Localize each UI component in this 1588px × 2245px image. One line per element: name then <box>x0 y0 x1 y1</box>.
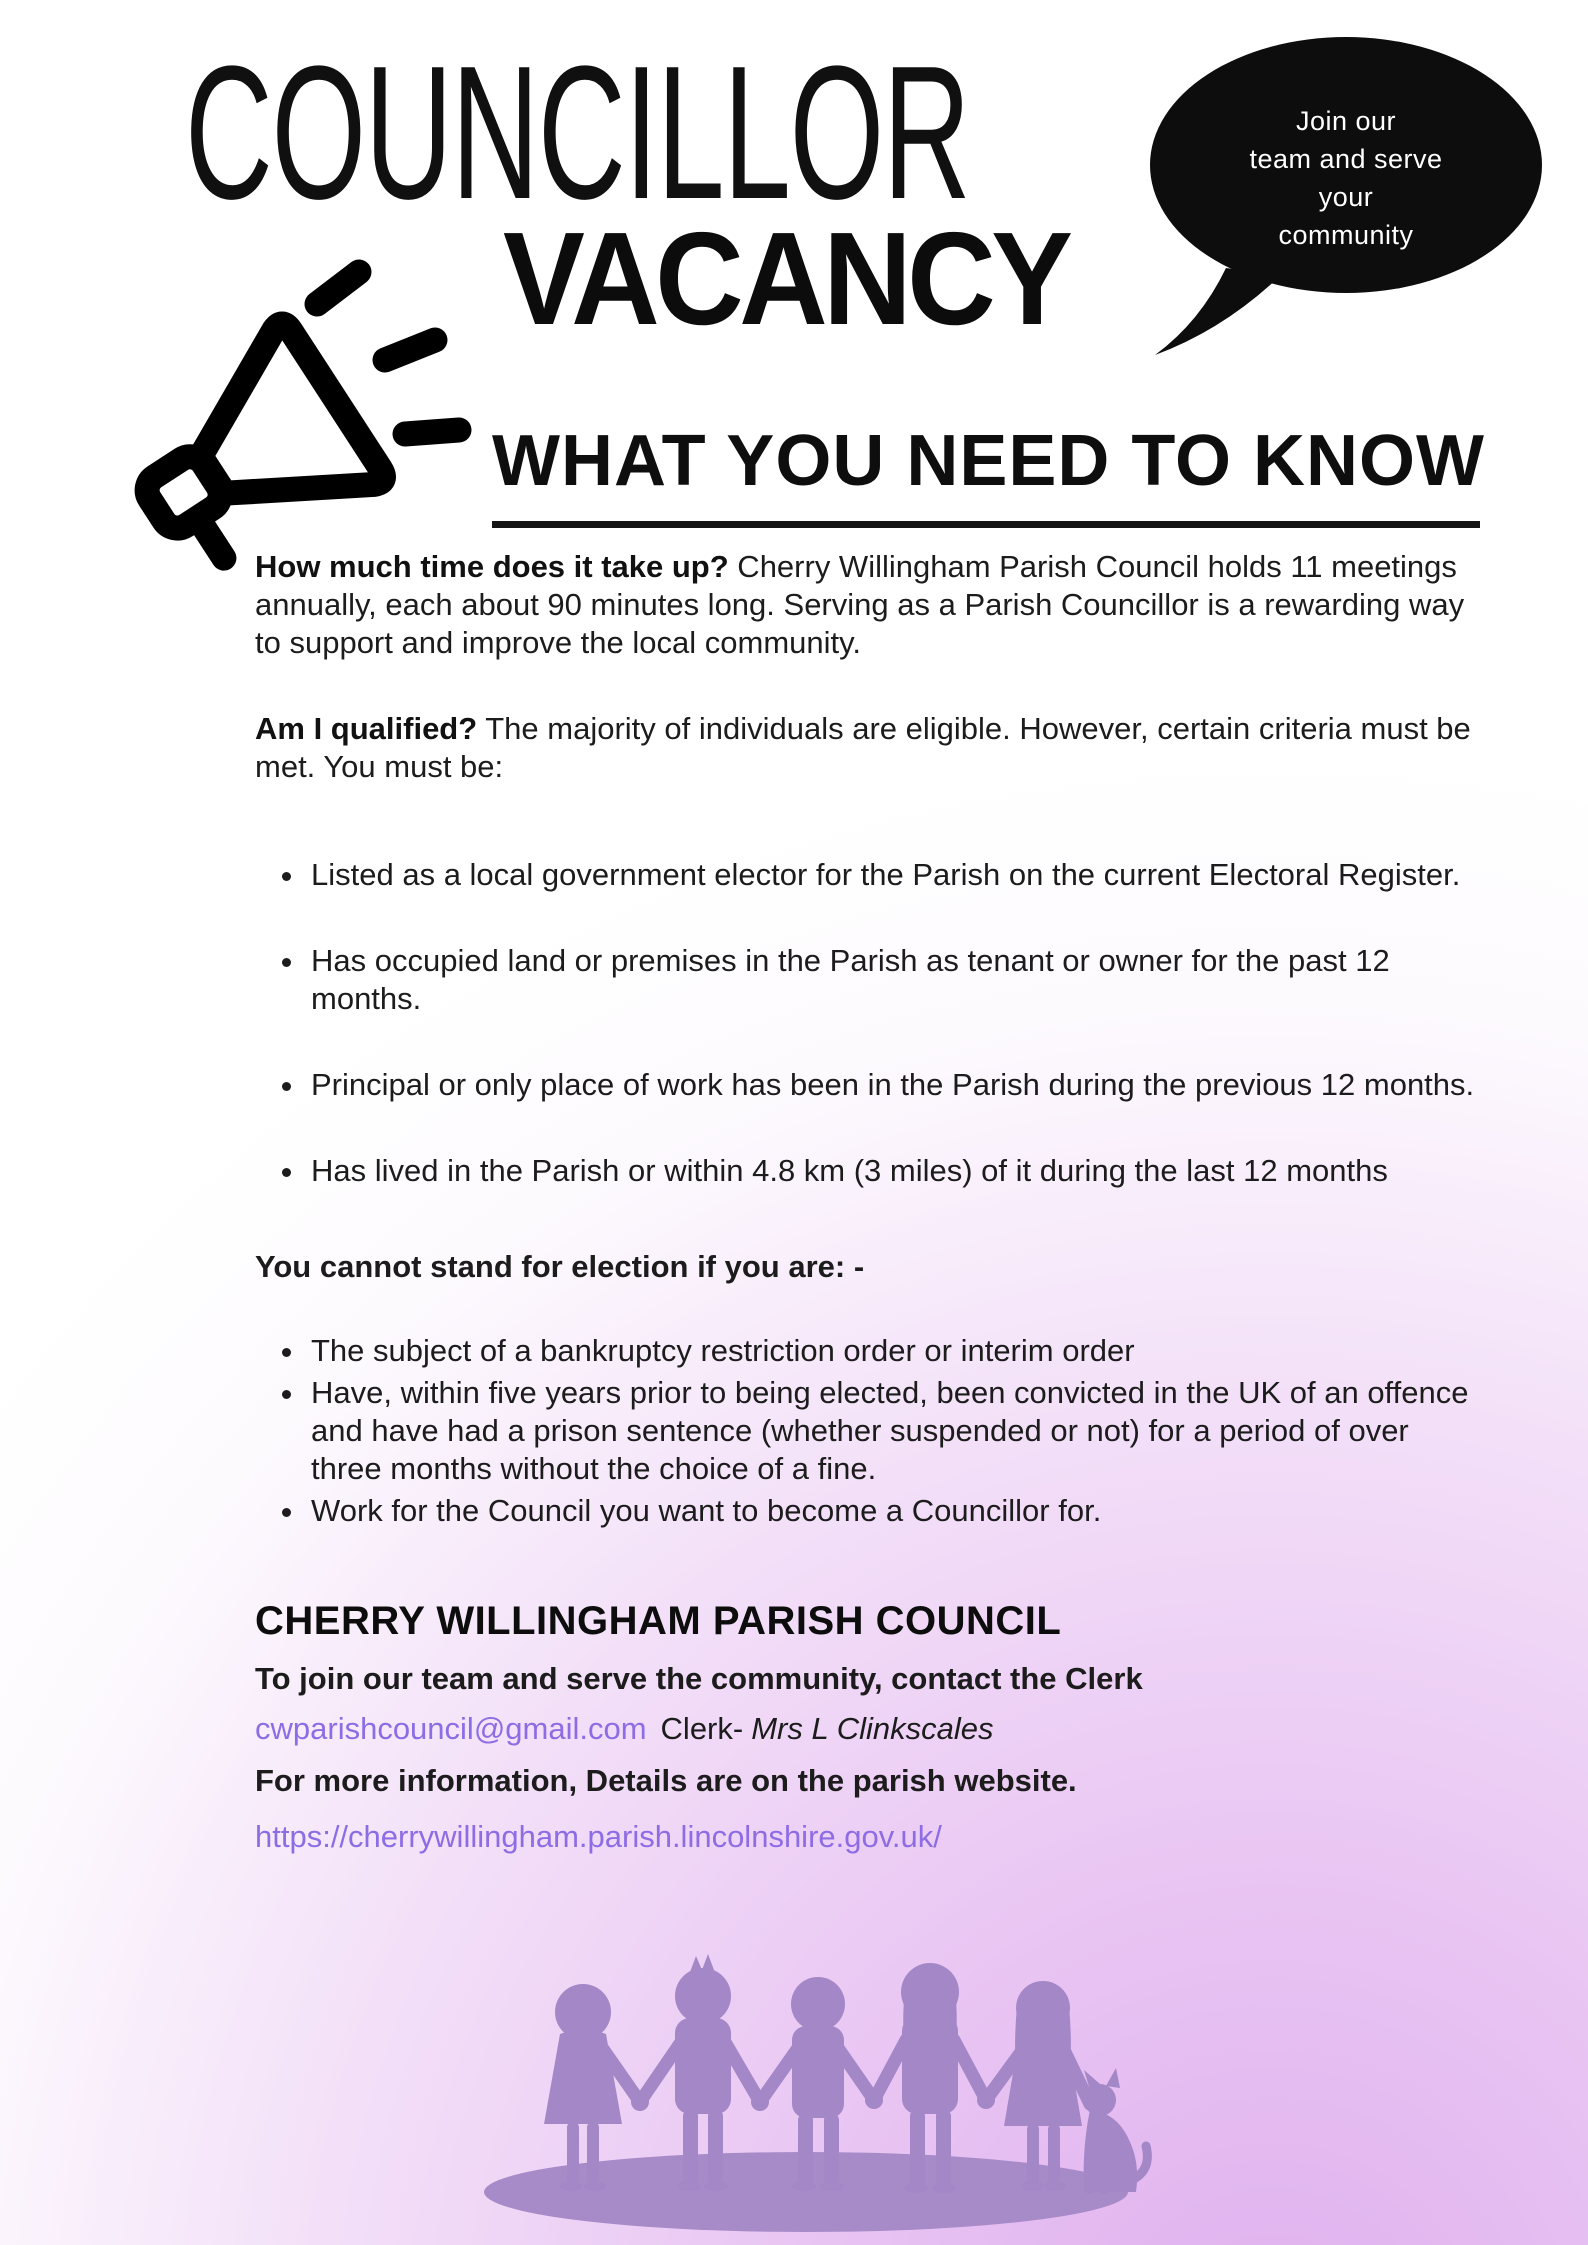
qualification-text: The majority of individuals are eligible. However, certain criteria must be met. You must be: <box>255 711 1471 784</box>
time-commitment-paragraph <box>255 548 1485 662</box>
section-heading: WHAT YOU NEED TO KNOW <box>492 421 1485 501</box>
list-item: • Work for the Council you want to become a Councillor for. <box>307 1492 1485 1530</box>
list-item: • Has occupied land or premises in the Parish as tenant or owner for the past 12 months. <box>307 942 1485 1018</box>
megaphone-icon <box>85 252 480 587</box>
bubble-line: Join our <box>1295 106 1397 136</box>
bubble-line: team and serve <box>1249 144 1443 174</box>
page-title: COUNCILLOR <box>185 27 970 239</box>
qualification-paragraph <box>255 710 1485 786</box>
council-name-heading: CHERRY WILLINGHAM PARISH COUNCIL <box>255 1599 1062 1643</box>
page-title-vacancy: VACANCY <box>503 205 1069 352</box>
list-item: • The subject of a bankruptcy restriction order or interim order <box>307 1332 1485 1370</box>
clerk-name: Mrs L Clinkscales <box>751 1711 994 1746</box>
list-item: • Principal or only place of work has been in the Parish during the previous 12 months. <box>307 1066 1485 1104</box>
exclusions-list <box>255 1332 1485 1530</box>
clerk-contact-row <box>255 1710 1485 1748</box>
website-row <box>255 1818 1485 1856</box>
list-item: • Listed as a local government elector for the Parish on the current Electoral Register. <box>307 856 1485 894</box>
time-commitment-text: Cherry Willingham Parish Council holds 11 meetings annually, each about 90 minutes long. Serving as a Parish Councillor is a rewarding way to support and improve the local community. <box>255 549 1465 660</box>
bubble-line: community <box>1278 220 1414 250</box>
heading-underline <box>492 521 1480 528</box>
clerk-label: Clerk- <box>660 1711 744 1746</box>
website-link[interactable]: https://cherrywillingham.parish.lincolnshire.gov.uk/ <box>255 1819 942 1854</box>
list-item: • Has lived in the Parish or within 4.8 km (3 miles) of it during the last 12 months <box>307 1152 1485 1190</box>
speech-bubble-icon <box>1128 30 1558 365</box>
qualification-question: Am I qualified? <box>255 711 478 746</box>
contact-clerk-line: To join our team and serve the community, contact the Clerk <box>255 1661 1143 1696</box>
children-holding-hands-with-dog-silhouette <box>468 1942 1158 2242</box>
eligibility-criteria-list <box>255 856 1485 1190</box>
exclusions-heading: You cannot stand for election if you are: - <box>255 1249 865 1284</box>
more-info-line: For more information, Details are on the parish website. <box>255 1763 1077 1798</box>
time-commitment-question: How much time does it take up? <box>255 549 729 584</box>
poster-body <box>255 548 1485 1856</box>
email-link[interactable]: cwparishcouncil@gmail.com <box>255 1711 647 1746</box>
bubble-line: your <box>1318 182 1374 212</box>
list-item: • Have, within five years prior to being elected, been convicted in the UK of an offence and have had a prison sentence (whether suspended or not) for a period of over three months without the choice of a fine. <box>307 1374 1485 1488</box>
